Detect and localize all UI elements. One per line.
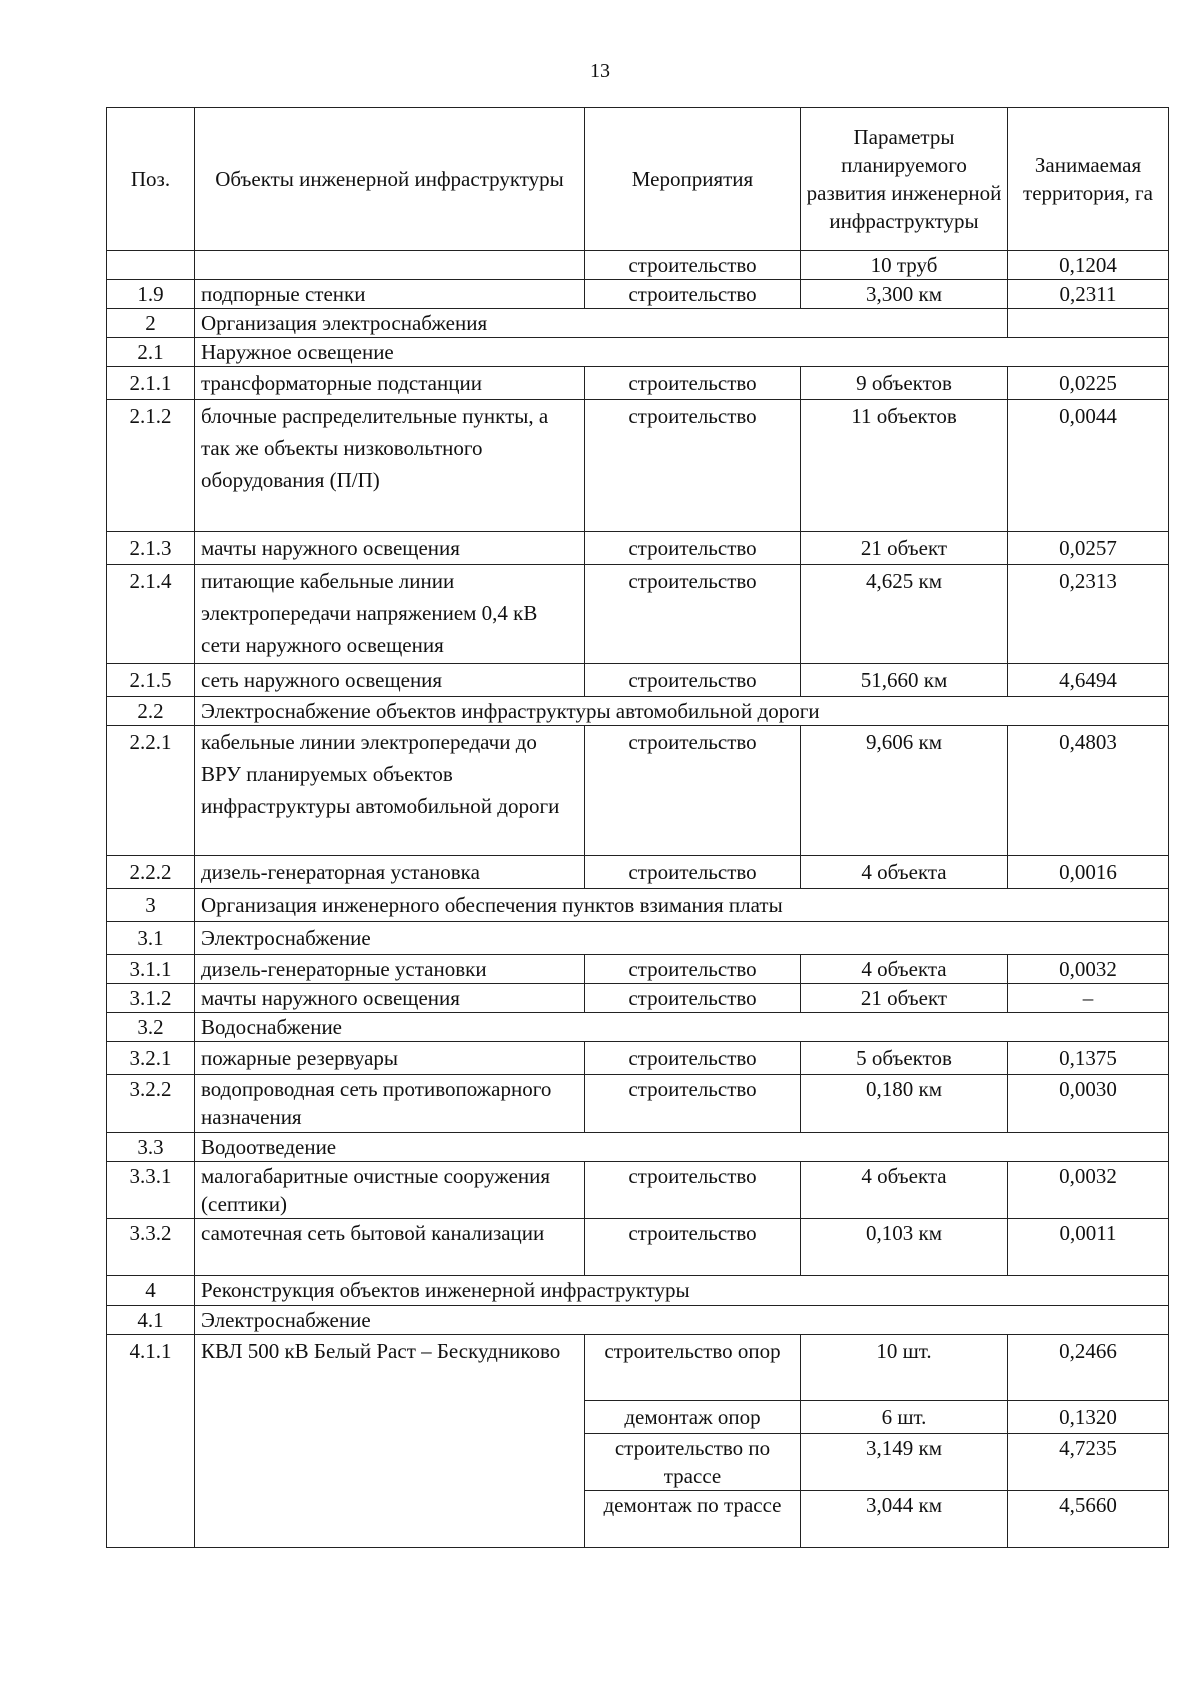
header-pos: Поз. — [107, 108, 195, 251]
cell-pos: 4.1.1 — [107, 1335, 195, 1548]
section-row — [107, 889, 1169, 922]
cell-param: 0,103 км — [801, 1219, 1008, 1276]
cell-param: 4,625 км — [801, 565, 1008, 664]
header-area: Занимаемая территория, га — [1008, 108, 1169, 251]
cell-param: 0,180 км — [801, 1075, 1008, 1133]
cell-area: 0,1204 — [1008, 251, 1169, 280]
cell-measure: строительство — [585, 1162, 801, 1219]
cell-pos: 3.3.1 — [107, 1162, 195, 1219]
cell-pos: 2.1.3 — [107, 532, 195, 565]
header-objects: Объекты инженерной инфраструктуры — [195, 108, 585, 251]
table-row — [107, 955, 1169, 984]
cell-pos: 3.1 — [107, 922, 195, 955]
table-row — [107, 1162, 1169, 1219]
cell-area: 0,0032 — [1008, 1162, 1169, 1219]
infrastructure-table — [106, 107, 1169, 1548]
cell-name: водопроводная сеть противопожарного назначения — [195, 1075, 585, 1133]
cell-measure: строительство — [585, 532, 801, 565]
cell-param: 9 объектов — [801, 367, 1008, 400]
section-row — [107, 309, 1169, 338]
cell-measure: строительство опор — [585, 1335, 801, 1401]
cell-measure: строительство — [585, 664, 801, 697]
cell-name: самотечная сеть бытовой канализации — [195, 1219, 585, 1276]
cell-measure: строительство — [585, 1075, 801, 1133]
cell-area: 0,2311 — [1008, 280, 1169, 309]
cell-param: 4 объекта — [801, 1162, 1008, 1219]
cell-pos: 2.1.1 — [107, 367, 195, 400]
table-row — [107, 1335, 1169, 1401]
cell-param: 11 объектов — [801, 400, 1008, 532]
cell-pos: 1.9 — [107, 280, 195, 309]
cell-pos: 2.1.2 — [107, 400, 195, 532]
cell-pos: 3.1.1 — [107, 955, 195, 984]
cell-param: 10 труб — [801, 251, 1008, 280]
table-row — [107, 400, 1169, 532]
table-row — [107, 251, 1169, 280]
cell-pos: 2.2 — [107, 697, 195, 726]
cell-pos: 2.1 — [107, 338, 195, 367]
cell-measure: строительство — [585, 251, 801, 280]
cell-area: 4,5660 — [1008, 1491, 1169, 1548]
table-row — [107, 1075, 1169, 1133]
cell-area: 0,2313 — [1008, 565, 1169, 664]
cell-area: 0,0030 — [1008, 1075, 1169, 1133]
cell-pos: 2.1.4 — [107, 565, 195, 664]
cell-measure: строительство — [585, 726, 801, 856]
section-row — [107, 922, 1169, 955]
cell-pos: 2 — [107, 309, 195, 338]
cell-area — [1008, 309, 1169, 338]
section-row — [107, 1306, 1169, 1335]
section-title: Наружное освещение — [195, 338, 1169, 367]
cell-area: – — [1008, 984, 1169, 1013]
section-title: Электроснабжение — [195, 922, 1169, 955]
cell-param: 3,300 км — [801, 280, 1008, 309]
cell-measure: строительство — [585, 367, 801, 400]
cell-pos: 3.3.2 — [107, 1219, 195, 1276]
cell-area: 0,0225 — [1008, 367, 1169, 400]
cell-measure: строительство — [585, 565, 801, 664]
table-row — [107, 367, 1169, 400]
cell-param: 3,044 км — [801, 1491, 1008, 1548]
cell-pos: 3.2 — [107, 1013, 195, 1042]
cell-name: пожарные резервуары — [195, 1042, 585, 1075]
table-row — [107, 280, 1169, 309]
section-row — [107, 1013, 1169, 1042]
cell-measure: демонтаж опор — [585, 1401, 801, 1434]
table-row — [107, 1042, 1169, 1075]
cell-measure: строительство — [585, 1219, 801, 1276]
cell-measure: строительство — [585, 280, 801, 309]
cell-name: сеть наружного освещения — [195, 664, 585, 697]
section-title: Организация электроснабжения — [195, 309, 1008, 338]
cell-area: 0,1320 — [1008, 1401, 1169, 1434]
cell-measure: демонтаж по трассе — [585, 1491, 801, 1548]
cell-area: 4,7235 — [1008, 1434, 1169, 1491]
cell-area: 0,0032 — [1008, 955, 1169, 984]
cell-pos: 3.2.1 — [107, 1042, 195, 1075]
cell-pos: 2.2.1 — [107, 726, 195, 856]
cell-name: КВЛ 500 кВ Белый Раст – Бескудниково — [195, 1335, 585, 1548]
cell-measure: строительство — [585, 400, 801, 532]
cell-param: 21 объект — [801, 532, 1008, 565]
table-row — [107, 1219, 1169, 1276]
cell-name: трансформаторные подстанции — [195, 367, 585, 400]
cell-area: 0,0011 — [1008, 1219, 1169, 1276]
cell-pos: 3 — [107, 889, 195, 922]
cell-name: мачты наружного освещения — [195, 984, 585, 1013]
cell-param: 51,660 км — [801, 664, 1008, 697]
section-row — [107, 1276, 1169, 1306]
cell-measure: строительство по трассе — [585, 1434, 801, 1491]
cell-area: 0,0044 — [1008, 400, 1169, 532]
section-row — [107, 1133, 1169, 1162]
cell-pos: 3.1.2 — [107, 984, 195, 1013]
cell-pos: 4 — [107, 1276, 195, 1306]
header-measures: Мероприятия — [585, 108, 801, 251]
table-row — [107, 984, 1169, 1013]
cell-name: малогабаритные очистные сооружения (септики) — [195, 1162, 585, 1219]
page-number: 13 — [590, 60, 610, 82]
cell-param: 9,606 км — [801, 726, 1008, 856]
cell-name: мачты наружного освещения — [195, 532, 585, 565]
section-title: Водоотведение — [195, 1133, 1169, 1162]
cell-area: 0,4803 — [1008, 726, 1169, 856]
cell-area: 4,6494 — [1008, 664, 1169, 697]
table-row — [107, 726, 1169, 856]
cell-area: 0,2466 — [1008, 1335, 1169, 1401]
cell-name: блочные распределительные пункты, а так же объекты низковольтного оборудования (П/П) — [195, 400, 585, 532]
section-title: Реконструкция объектов инженерной инфраструктуры — [195, 1276, 1169, 1306]
table-row — [107, 856, 1169, 889]
table-row — [107, 565, 1169, 664]
cell-name: дизель-генераторная установка — [195, 856, 585, 889]
cell-area: 0,0016 — [1008, 856, 1169, 889]
section-title: Электроснабжение объектов инфраструктуры автомобильной дороги — [195, 697, 1169, 726]
cell-measure: строительство — [585, 1042, 801, 1075]
cell-name: подпорные стенки — [195, 280, 585, 309]
table-header-row — [107, 108, 1169, 251]
section-title: Организация инженерного обеспечения пунктов взимания платы — [195, 889, 1169, 922]
section-row — [107, 697, 1169, 726]
cell-pos: 4.1 — [107, 1306, 195, 1335]
cell-param: 4 объекта — [801, 955, 1008, 984]
cell-measure: строительство — [585, 984, 801, 1013]
section-row — [107, 338, 1169, 367]
section-title: Водоснабжение — [195, 1013, 1169, 1042]
cell-param: 3,149 км — [801, 1434, 1008, 1491]
cell-name: питающие кабельные линии электропередачи напряжением 0,4 кВ сети наружного освещения — [195, 565, 585, 664]
cell-name — [195, 251, 585, 280]
cell-measure: строительство — [585, 856, 801, 889]
section-title: Электроснабжение — [195, 1306, 1169, 1335]
cell-measure: строительство — [585, 955, 801, 984]
cell-param: 21 объект — [801, 984, 1008, 1013]
cell-pos: 2.1.5 — [107, 664, 195, 697]
cell-pos: 2.2.2 — [107, 856, 195, 889]
cell-pos: 3.3 — [107, 1133, 195, 1162]
cell-area: 0,0257 — [1008, 532, 1169, 565]
cell-area: 0,1375 — [1008, 1042, 1169, 1075]
cell-param: 5 объектов — [801, 1042, 1008, 1075]
table-row — [107, 664, 1169, 697]
table-row — [107, 532, 1169, 565]
cell-pos: 3.2.2 — [107, 1075, 195, 1133]
cell-name: дизель-генераторные установки — [195, 955, 585, 984]
header-params: Параметры планируемого развития инженерной инфраструктуры — [801, 108, 1008, 251]
cell-pos — [107, 251, 195, 280]
cell-param: 6 шт. — [801, 1401, 1008, 1434]
cell-name: кабельные линии электропередачи до ВРУ планируемых объектов инфраструктуры автомобильной дороги — [195, 726, 585, 856]
cell-param: 4 объекта — [801, 856, 1008, 889]
cell-param: 10 шт. — [801, 1335, 1008, 1401]
